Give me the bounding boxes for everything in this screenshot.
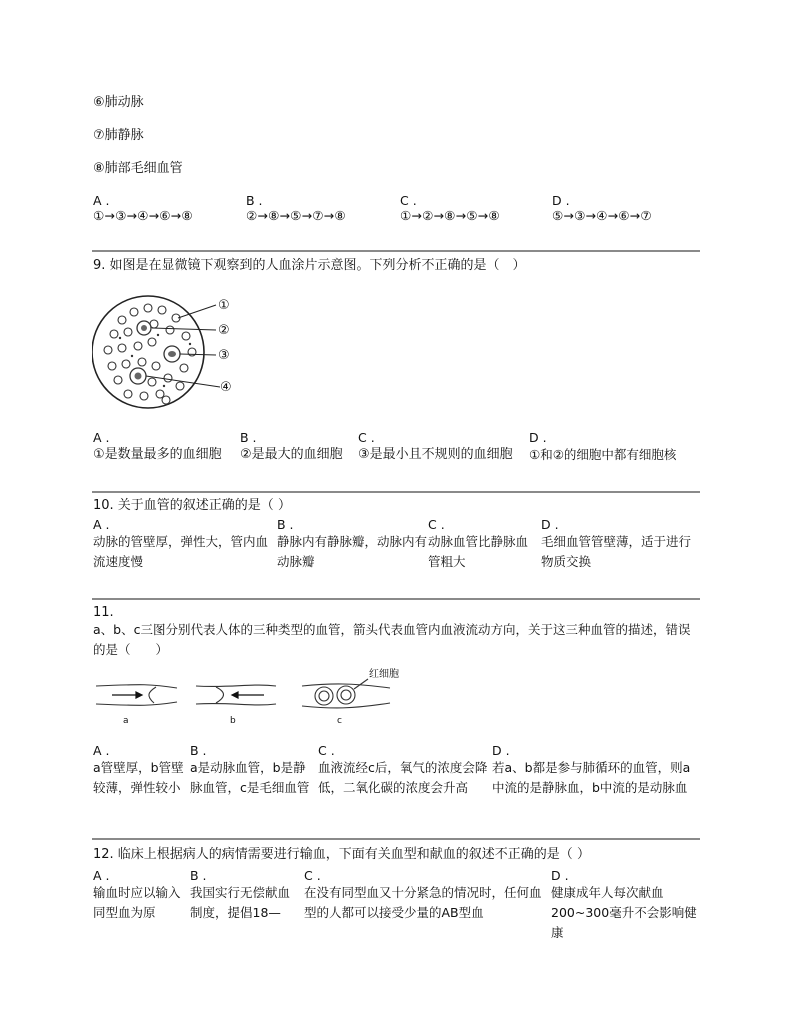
q9-option-b-label: B . — [240, 430, 257, 445]
q8-option-c-label: C . — [400, 193, 417, 208]
rbc-label: 红细胞 — [369, 669, 399, 680]
figure-label-3: ③ — [218, 348, 230, 363]
q9-option-a-text: ①是数量最多的血细胞 — [93, 447, 222, 462]
q10-option-a-label: A . — [93, 517, 110, 532]
q12-option-c-text: 在没有同型血又十分紧急的情况时，任何血型的人都可以接受少量的AB型血 — [304, 885, 542, 920]
figure-label-c: c — [337, 716, 342, 726]
figure-label-b: b — [230, 716, 236, 726]
q11-option-d-text: 若a、b都是参与肺循环的血管，则a中流的是静脉血，b中流的是动脉血 — [492, 760, 691, 795]
q12-option-d-text: 健康成年人每次献血200~300毫升不会影响健康 — [551, 885, 697, 940]
q10-option-b-label: B . — [277, 517, 294, 532]
q8-option-a-text: ①→③→④→⑥→⑧ — [93, 208, 193, 223]
q10-option-d-text: 毛细血管管壁薄，适于进行物质交换 — [541, 534, 692, 569]
q9-option-d-label: D . — [529, 430, 547, 445]
q8-option-a-label: A . — [93, 193, 110, 208]
figure-label-a: a — [123, 716, 129, 726]
q9-option-c-label: C . — [358, 430, 375, 445]
q11-number: 11. — [93, 605, 114, 620]
list-item: ⑦肺静脉 — [93, 128, 144, 143]
q12-option-b-label: B . — [190, 868, 207, 883]
q12-option-b-text: 我国实行无偿献血制度，提倡18— — [190, 885, 291, 920]
q10-option-d-label: D . — [541, 517, 559, 532]
q9-option-b-text: ②是最大的血细胞 — [240, 447, 343, 462]
q12-option-d-label: D . — [551, 868, 569, 883]
divider — [92, 598, 700, 600]
q11-option-c-text: 血液流经c后，氧气的浓度会降低，二氧化碳的浓度会升高 — [318, 760, 488, 795]
q9-stem: 9. 如图是在显微镜下观察到的人血涂片示意图。下列分析不正确的是（ ） — [93, 258, 526, 273]
q12-option-c-label: C . — [304, 868, 321, 883]
q12-option-a-label: A . — [93, 868, 110, 883]
q11-option-a-label: A . — [93, 743, 110, 758]
q8-option-c-text: ①→②→⑧→⑤→⑧ — [400, 208, 500, 223]
figure-label-4: ④ — [220, 380, 232, 395]
q8-option-b-text: ②→⑧→⑤→⑦→⑧ — [246, 208, 346, 223]
q8-option-d-label: D . — [552, 193, 570, 208]
q9-option-a-label: A . — [93, 430, 110, 445]
figure-label-2: ② — [218, 323, 230, 338]
q8-option-b-label: B . — [246, 193, 263, 208]
q11-option-c-label: C . — [318, 743, 335, 758]
q11-stem: a、b、c三图分别代表人体的三种类型的血管，箭头代表血管内血液流动方向，关于这三种血管的描述，错误的是（ ） — [93, 622, 691, 657]
q10-stem: 10. 关于血管的叙述正确的是（ ） — [93, 498, 291, 513]
q11-option-b-text: a是动脉血管，b是静脉血管，c是毛细血管 — [190, 760, 310, 795]
q12-option-a-text: 输血时应以输入同型血为原 — [93, 885, 181, 920]
q10-option-c-text: 动脉血管比静脉血管粗大 — [428, 534, 529, 569]
q9-option-d-text: ①和②的细胞中都有细胞核 — [529, 447, 677, 462]
q12-stem: 12. 临床上根据病人的病情需要进行输血，下面有关血型和献血的叙述不正确的是（ ） — [93, 847, 590, 862]
q11-option-d-label: D . — [492, 743, 510, 758]
q10-option-b-text: 静脉内有静脉瓣，动脉内有动脉瓣 — [277, 534, 428, 569]
figure-label-1: ① — [218, 298, 230, 313]
divider — [92, 491, 700, 493]
q8-option-d-text: ⑤→③→④→⑥→⑦ — [552, 208, 652, 223]
q10-option-a-text: 动脉的管壁厚，弹性大，管内血流速度慢 — [93, 534, 269, 569]
divider — [92, 838, 700, 840]
q9-option-c-text: ③是最小且不规则的血细胞 — [358, 447, 513, 462]
blood-vessel-figure — [92, 674, 422, 724]
q11-option-a-text: a管壁厚，b管壁较薄，弹性较小 — [93, 760, 184, 795]
q11-option-b-label: B . — [190, 743, 207, 758]
list-item: ⑥肺动脉 — [93, 95, 144, 110]
list-item: ⑧肺部毛细血管 — [93, 161, 183, 176]
q10-option-c-label: C . — [428, 517, 445, 532]
divider — [92, 250, 700, 252]
